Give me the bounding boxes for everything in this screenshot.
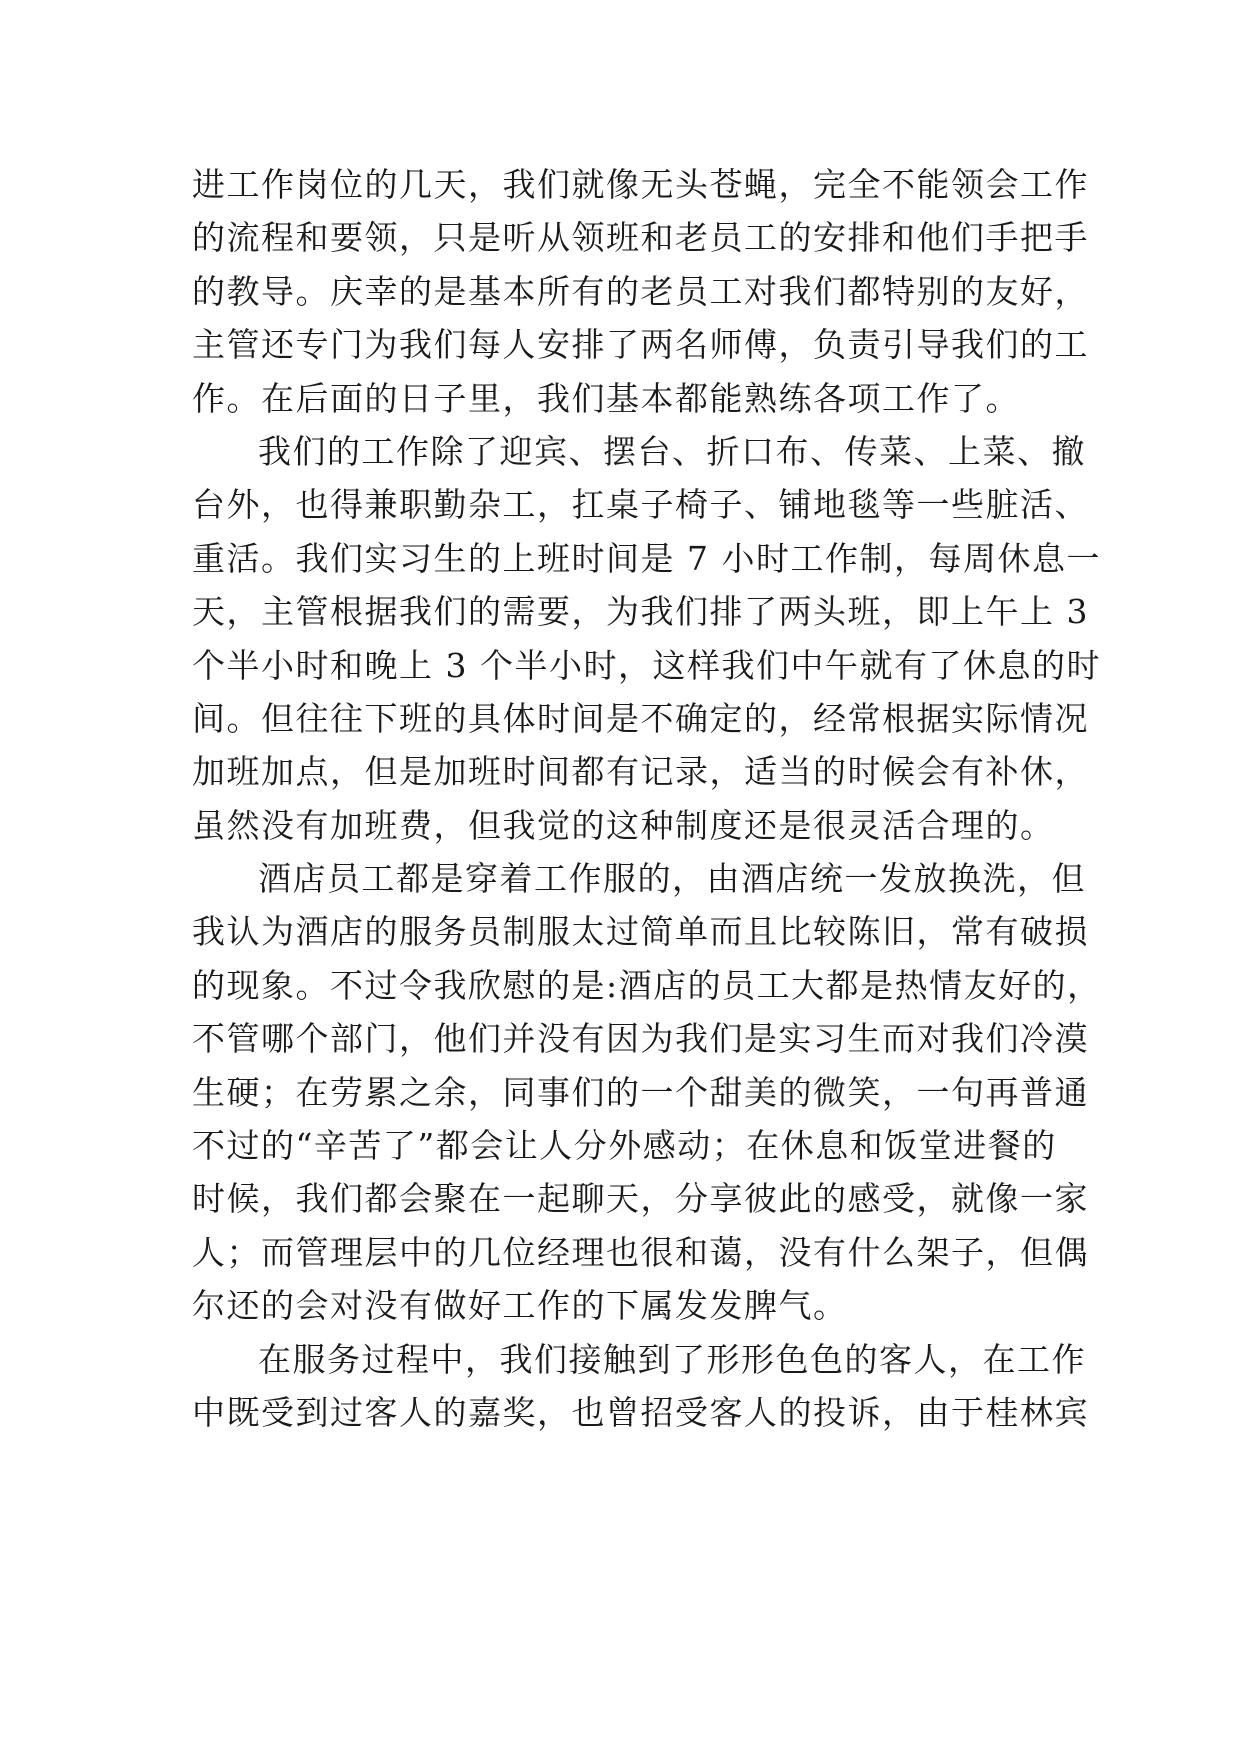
text-line: 我们的工作除了迎宾、摆台、折口布、传菜、上菜、撤 — [258, 431, 1086, 471]
text-line: 的教导。庆幸的是基本所有的老员工对我们都特别的友好， — [192, 271, 1089, 311]
text-line: 加班加点，但是加班时间都有记录，适当的时候会有补休， — [192, 752, 1089, 792]
text-line: 作。在后面的日子里，我们基本都能熟练各项工作了。 — [192, 378, 1020, 418]
text-line: 虽然没有加班费，但我觉的这种制度还是很灵活合理的。 — [192, 805, 1055, 845]
text-line: 重活。我们实习生的上班时间是 7 小时工作制，每周休息一 — [192, 538, 1101, 578]
paragraph-1 — [192, 158, 1089, 425]
text-line: 生硬；在劳累之余，同事们的一个甜美的微笑，一句再普通 — [192, 1072, 1089, 1112]
paragraph-2 — [192, 425, 1101, 852]
text-line: 天，主管根据我们的需要，为我们排了两头班，即上午上 3 — [192, 592, 1089, 632]
text-line: 中既受到过客人的嘉奖，也曾招受客人的投诉，由于桂林宾 — [192, 1392, 1089, 1432]
paragraph-4 — [192, 1333, 1089, 1440]
text-line: 在服务过程中，我们接触到了形形色色的客人，在工作 — [258, 1339, 1086, 1379]
text-line: 不管哪个部门，他们并没有因为我们是实习生而对我们冷漠 — [192, 1019, 1089, 1059]
text-line: 间。但往往下班的具体时间是不确定的，经常根据实际情况 — [192, 698, 1089, 738]
text-line: 时候，我们都会聚在一起聊天，分享彼此的感受，就像一家 — [192, 1179, 1089, 1219]
text-line: 人；而管理层中的几位经理也很和蔼，没有什么架子，但偶 — [192, 1232, 1089, 1272]
text-line: 主管还专门为我们每人安排了两名师傅，负责引导我们的工 — [192, 325, 1089, 365]
text-line: 进工作岗位的几天，我们就像无头苍蝇，完全不能领会工作 — [192, 165, 1089, 204]
paragraph-3 — [192, 852, 1102, 1333]
text-line: 酒店员工都是穿着工作服的，由酒店统一发放换洗，但 — [258, 859, 1086, 899]
text-line: 尔还的会对没有做好工作的下属发发脾气。 — [192, 1286, 848, 1326]
text-line: 我认为酒店的服务员制服太过简单而且比较陈旧，常有破损 — [192, 912, 1089, 952]
text-line: 台外，也得兼职勤杂工，扛桌子椅子、铺地毯等一些脏活、 — [192, 485, 1089, 525]
text-line: 不过的“辛苦了”都会让人分外感动；在休息和饭堂进餐的 — [192, 1126, 1057, 1166]
text-line: 的现象。不过令我欣慰的是:酒店的员工大都是热情友好的， — [192, 965, 1102, 1005]
text-line: 个半小时和晚上 3 个半小时，这样我们中午就有了休息的时 — [192, 645, 1101, 685]
text-line: 的流程和要领，只是听从领班和老员工的安排和他们手把手 — [192, 218, 1089, 258]
body-text — [192, 158, 1102, 1439]
